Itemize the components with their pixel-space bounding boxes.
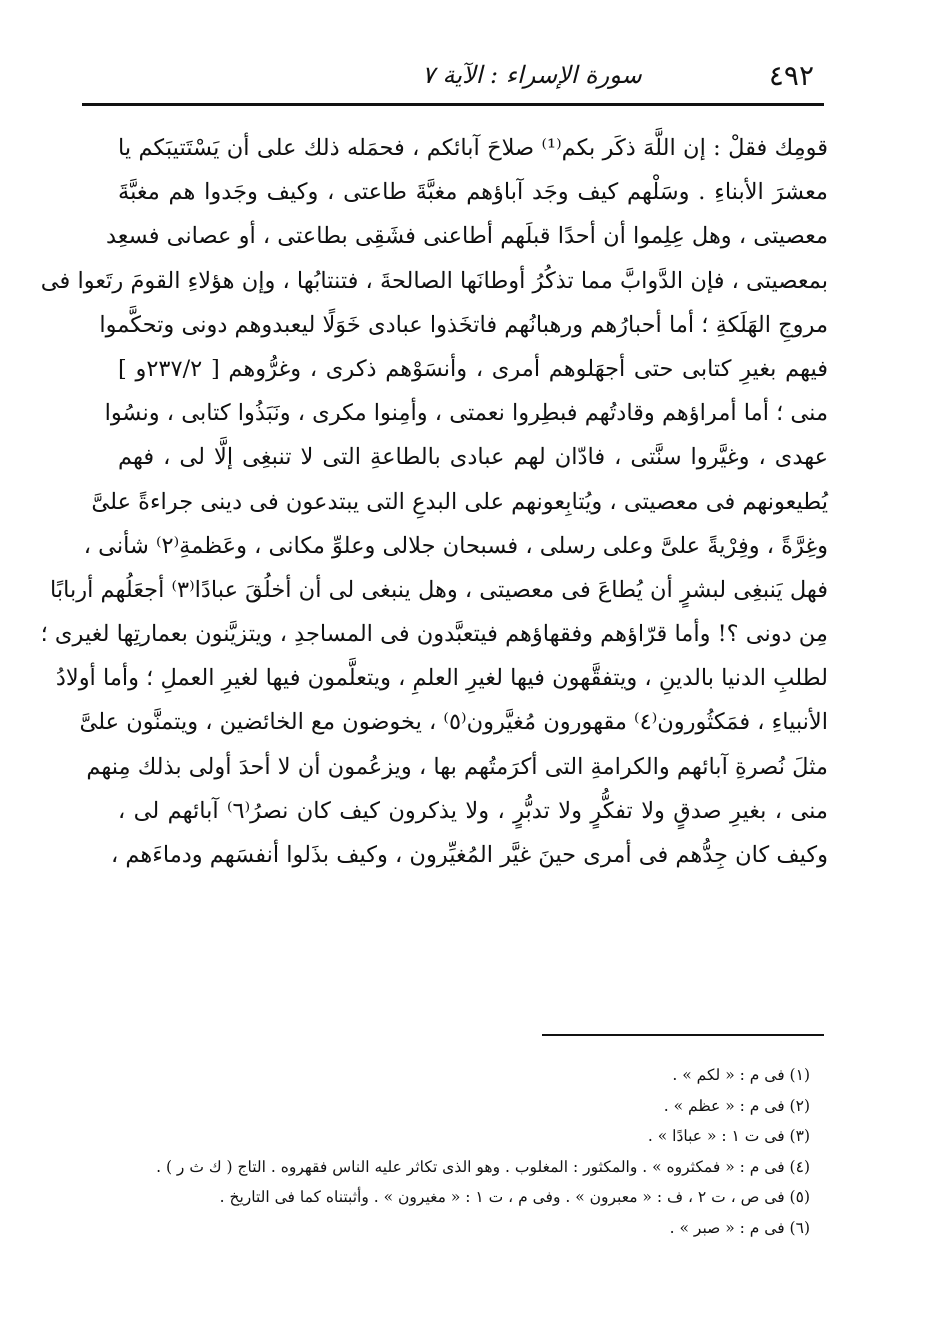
body-line: فيهم بغيرِ كتابى حتى أجهَلوهم أمرى ، وأنسَوْهم ذكرى ، وغرُّوهم [ ٢٣٧/٢و ] — [118, 355, 829, 382]
page-number: ٤٩٢ — [768, 59, 814, 92]
body-line: مِن دونى ؟! وأما قرّاؤهم وفقهاؤهم فيتعبَّدون فى المساجدِ ، ويتزيَّنون بعمارتِها لغيرى ؛ — [40, 621, 828, 648]
body-text — [40, 126, 829, 877]
body-line: مثلَ نُصرةِ آبائهم والكرامةِ التى أكرَمتُهم بها ، ويزعُمون أن لا أحدَ أولى بذلك مِنهم — [86, 753, 828, 780]
footnote: (٤) فى م : « فمكثروه » . والمكثور : المغلوب . وهو الذى تكاثر عليه الناس فقهروه . التاج ( ك ث ر ) . — [156, 1157, 810, 1176]
page-header — [82, 55, 824, 95]
body-line: منى ، بغيرِ صدقٍ ولا تفكُّرٍ ولا تدبُّرٍ ، ولا يذكرون كيف كان نصرُ⁽٦⁾ آبائهم لى ، — [118, 797, 828, 824]
footnote-rule — [542, 1034, 824, 1036]
body-line: وغِرَّةً ، وفِرْيةً علىَّ وعلى رسلى ، فسبحان جلالى وعلوِّ مكانى ، وعَظمةِ⁽٢⁾ شأنى ، — [83, 532, 828, 559]
footnote: (٥) فى ص ، ت ٢ ، ف : « معبرون » . وفى م ، ت ١ : « مغيرون » . وأثبتناه كما فى التاريخ . — [219, 1188, 810, 1207]
body-line: لطلبِ الدنيا بالدينِ ، ويتفقَّهون فيها لغيرِ العلمِ ، ويتعلَّمون فيها لغيرِ العملِ ؛ وأما أولادُ — [55, 665, 828, 692]
body-line: منى ؛ أما أمراؤهم وقادتُهم فبطِروا نعمتى ، وأمِنوا مكرى ، ونَبَذُوا كتابى ، ونسُوا — [104, 400, 828, 427]
body-line: معشرَ الأبناءِ . وسَلْهم كيف وجَد آباؤهم مغبَّةَ طاعتى ، وكيف وجَدوا هم مغبَّةَ — [118, 179, 828, 206]
body-line: فهل يَنبغِى لبشرٍ أن يُطاعَ فى معصيتى ، وهل ينبغى لى أن أخلُقَ عبادًا⁽٣⁾ أجعَلُهم أربابًا — [50, 576, 828, 603]
footnote: (١) فى م : « لكم » . — [672, 1066, 810, 1084]
body-line: وكيف كان جِدُّهم فى أمرى حينَ غيَّر المُغيِّرون ، وكيف بذَلوا أنفسَهم ودماءَهم ، — [111, 842, 828, 868]
body-line: قومِك فقلْ : إن اللَّهَ ذكَر بكم⁽¹⁾ صلاحَ آبائكم ، فحمَله ذلك على أن يَسْتَتيبَكم يا — [118, 135, 829, 161]
body-line: يُطيعونهم فى معصيتى ، ويُتابِعونهم على البدعِ التى يبتدعون فى دينى جراءةً علىَّ — [91, 488, 828, 515]
running-title: سورة الإسراء : الآية ٧ — [422, 61, 642, 89]
body-line: عهدى ، وغيَّروا سنَّتى ، فادّان لهم عبادى بالطاعةِ التى لا تنبغِى إلَّا لى ، فهم — [118, 444, 828, 471]
body-line: معصيتى ، وهل عِلِموا أن أحدًا قبلَهم أطاعنى فشَقِى بطاعتى ، أو عصانى فسعِد — [105, 223, 828, 250]
footnote: (٣) فى ت ١ : « عبادًا » . — [647, 1127, 810, 1146]
footnote: (٢) فى م : « عظم » . — [663, 1096, 810, 1115]
footnotes — [110, 1060, 810, 1244]
footnote: (٦) فى م : « صبر » . — [669, 1218, 810, 1237]
header-rule — [82, 103, 824, 106]
body-line: مروجِ الهَلَكةِ ؛ أما أحبارُهم ورهبانُهم فاتخَذوا عبادى خَوَلًا ليعبدوهم دونى وتحكَّموا — [99, 311, 828, 338]
body-line: بمعصيتى ، فإن الدَّوابَّ مما تذكُرُ أوطانَها الصالحةَ ، فتنتابُها ، وإن هؤلاءِ القومَ رتَعوا فى — [40, 267, 828, 294]
body-line: الأنبياءِ ، فمَكثُورون⁽٤⁾ مقهورون مُغيَّرون⁽٥⁾ ، يخوضون مع الخائضين ، ويتمنَّون علىَّ — [79, 709, 828, 736]
